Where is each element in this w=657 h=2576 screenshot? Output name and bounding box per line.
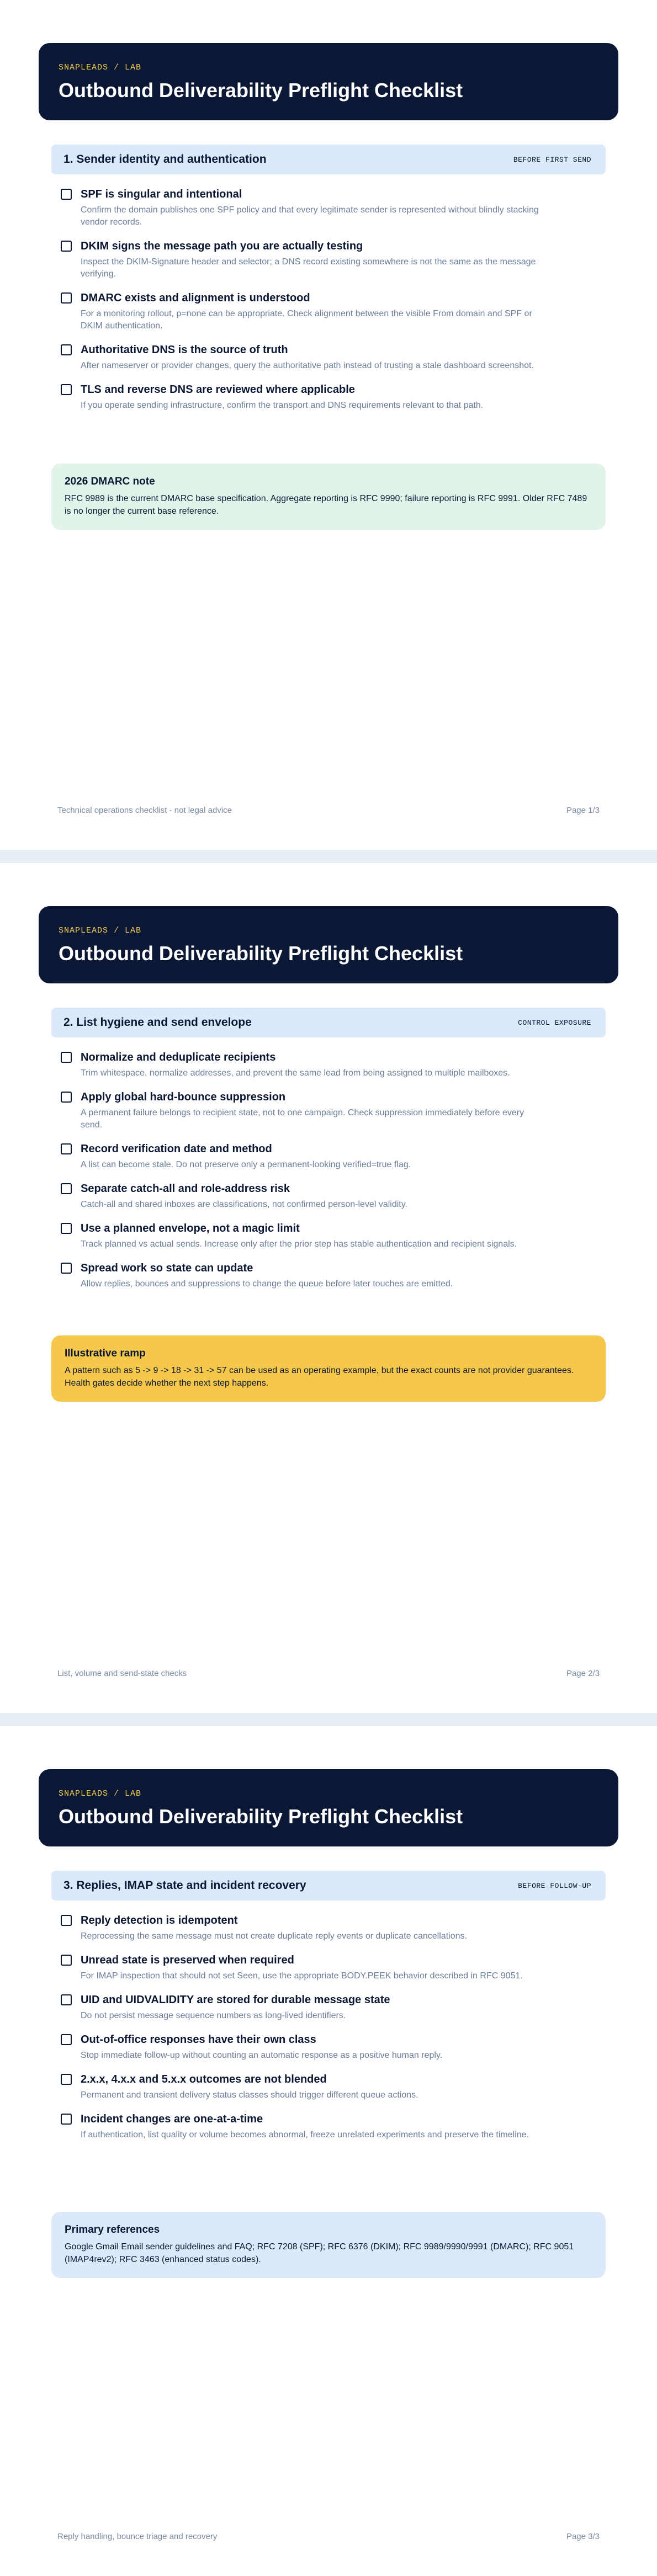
page-header — [39, 1769, 618, 1846]
page-number: Page 3/3 — [566, 2532, 600, 2541]
note-box — [51, 1335, 606, 1402]
page-number: Page 1/3 — [566, 806, 600, 815]
item-title: Unread state is preserved when required — [81, 1954, 294, 1966]
item-title: TLS and reverse DNS are reviewed where applicable — [81, 384, 355, 396]
item-title: Incident changes are one-at-a-time — [81, 2113, 263, 2125]
item-title: Spread work so state can update — [81, 1262, 253, 1274]
item-description: Trim whitespace, normalize addresses, and prevent the same lead from being assigned to multiple mailboxes. — [81, 1068, 510, 1078]
note-text: A pattern such as 5 -> 9 -> 18 -> 31 -> 57 can be used as an operating example, but the exact counts are not provider guarantees. Health gates decide whether the next step happens. — [65, 1366, 574, 1388]
item-title: Authoritative DNS is the source of truth — [81, 344, 288, 356]
item-title: DMARC exists and alignment is understood — [81, 292, 310, 304]
page-footer — [57, 806, 600, 815]
section-title: 3. Replies, IMAP state and incident recovery — [63, 1879, 306, 1892]
page-title: Outbound Deliverability Preflight Checklist — [59, 1805, 463, 1828]
item-title: Use a planned envelope, not a magic limit — [81, 1222, 300, 1234]
checklist-item — [61, 291, 547, 332]
item-description: Reprocessing the same message must not create duplicate reply events or duplicate cancellations. — [81, 1931, 467, 1941]
checklist-item — [61, 1182, 547, 1211]
footer-caption: Technical operations checklist - not legal advice — [57, 806, 232, 815]
item-title: Reply detection is idempotent — [81, 1914, 238, 1926]
checkbox[interactable] — [61, 1183, 72, 1194]
checklist-item — [61, 188, 547, 228]
page-3 — [0, 1726, 657, 2576]
checklist-item — [61, 1222, 547, 1250]
section-tag: BEFORE FOLLOW-UP — [518, 1881, 591, 1890]
item-title: DKIM signs the message path you are actually testing — [81, 240, 363, 252]
brand-label: SNAPLEADS / LAB — [59, 63, 142, 72]
item-title: Separate catch-all and role-address risk — [81, 1183, 290, 1195]
item-description: Stop immediate follow-up without counting an automatic response as a positive human reply. — [81, 2051, 443, 2060]
item-description: After nameserver or provider changes, query the authoritative path instead of trusting a stale dashboard screenshot. — [81, 361, 534, 370]
item-title: UID and UIDVALIDITY are stored for durable message state — [81, 1994, 390, 2006]
note-title: Illustrative ramp — [65, 1348, 146, 1359]
checklist — [61, 1914, 547, 2152]
checkbox[interactable] — [61, 344, 72, 355]
item-description: Confirm the domain publishes one SPF policy and that every legitimate sender is represented without blindly stacking vendor records. — [81, 205, 539, 227]
checklist-item — [61, 1090, 547, 1131]
item-title: Record verification date and method — [81, 1143, 272, 1155]
item-description: A list can become stale. Do not preserve only a permanent-looking verified=true flag. — [81, 1160, 411, 1169]
checkbox[interactable] — [61, 2114, 72, 2125]
footer-caption: List, volume and send-state checks — [57, 1669, 187, 1678]
checklist — [61, 188, 547, 423]
item-title: Normalize and deduplicate recipients — [81, 1051, 276, 1063]
page-2 — [0, 863, 657, 1713]
item-description: Allow replies, bounces and suppressions to change the queue before later touches are emitted. — [81, 1279, 453, 1289]
checkbox[interactable] — [61, 292, 72, 304]
checklist-item — [61, 2033, 547, 2062]
footer-caption: Reply handling, bounce triage and recovery — [57, 2532, 218, 2541]
note-title: Primary references — [65, 2224, 160, 2236]
checklist-item — [61, 239, 547, 280]
page-footer — [57, 2532, 600, 2541]
item-description: Inspect the DKIM-Signature header and selector; a DNS record existing somewhere is not the same as the message verifying. — [81, 257, 536, 279]
checklist-item — [61, 343, 547, 372]
checkbox[interactable] — [61, 2034, 72, 2045]
section-tag: BEFORE FIRST SEND — [513, 155, 591, 164]
checkbox[interactable] — [61, 1223, 72, 1234]
note-box — [51, 464, 606, 530]
section-tag: CONTROL EXPOSURE — [518, 1018, 591, 1027]
section-heading — [51, 1008, 606, 1037]
checklist-item — [61, 383, 547, 412]
note-title: 2026 DMARC note — [65, 476, 155, 487]
page-header — [39, 906, 618, 983]
item-description: If authentication, list quality or volume becomes abnormal, freeze unrelated experiments and preserve the timeline. — [81, 2130, 529, 2139]
item-description: Do not persist message sequence numbers as long-lived identifiers. — [81, 2011, 346, 2020]
item-title: SPF is singular and intentional — [81, 188, 242, 200]
checkbox[interactable] — [61, 189, 72, 200]
section-title: 2. List hygiene and send envelope — [63, 1016, 252, 1029]
note-text: Google Gmail Email sender guidelines and FAQ; RFC 7208 (SPF); RFC 6376 (DKIM); RFC 9989/9990/9991 (DMARC); RFC 9051 (IMAP4rev2); RFC 3463 (enhanced status codes). — [65, 2242, 574, 2264]
item-title: 2.x.x, 4.x.x and 5.x.x outcomes are not blended — [81, 2073, 327, 2085]
note-box — [51, 2212, 606, 2278]
item-description: Permanent and transient delivery status classes should trigger different queue actions. — [81, 2090, 418, 2100]
checklist-item — [61, 1142, 547, 1171]
page-title: Outbound Deliverability Preflight Checklist — [59, 942, 463, 965]
checklist-item — [61, 1954, 547, 1982]
page-gap — [0, 1713, 657, 1726]
item-title: Apply global hard-bounce suppression — [81, 1091, 286, 1103]
page-gap — [0, 850, 657, 863]
checklist-item — [61, 2073, 547, 2101]
item-title: Out-of-office responses have their own class — [81, 2034, 316, 2046]
section-title: 1. Sender identity and authentication — [63, 153, 267, 166]
checkbox[interactable] — [61, 241, 72, 252]
page-number: Page 2/3 — [566, 1669, 600, 1678]
item-description: A permanent failure belongs to recipient state, not to one campaign. Check suppression immediately before every send. — [81, 1108, 524, 1130]
brand-label: SNAPLEADS / LAB — [59, 926, 142, 935]
item-description: For IMAP inspection that should not set Seen, use the appropriate BODY.PEEK behavior described in RFC 9051. — [81, 1971, 523, 1981]
page-title: Outbound Deliverability Preflight Checklist — [59, 79, 463, 102]
item-description: For a monitoring rollout, p=none can be appropriate. Check alignment between the visible From domain and SPF or DKIM authentication. — [81, 309, 532, 331]
note-text: RFC 9989 is the current DMARC base specification. Aggregate reporting is RFC 9990; failure reporting is RFC 9991. Older RFC 7489 is no longer the current base reference. — [65, 494, 587, 516]
checkbox[interactable] — [61, 1263, 72, 1274]
section-heading — [51, 1871, 606, 1901]
checklist-item — [61, 1051, 547, 1079]
section-heading — [51, 145, 606, 174]
checkbox[interactable] — [61, 1052, 72, 1063]
page-header — [39, 43, 618, 120]
brand-label: SNAPLEADS / LAB — [59, 1789, 142, 1798]
checkbox[interactable] — [61, 2074, 72, 2085]
item-description: Track planned vs actual sends. Increase only after the prior step has stable authentication and recipient signals. — [81, 1239, 517, 1249]
checklist-item — [61, 2112, 547, 2141]
checkbox[interactable] — [61, 1994, 72, 2005]
checkbox[interactable] — [61, 1143, 72, 1154]
checkbox[interactable] — [61, 1915, 72, 1926]
item-description: If you operate sending infrastructure, confirm the transport and DNS requirements relevant to that path. — [81, 401, 484, 410]
checklist-item — [61, 1993, 547, 2022]
checklist-item — [61, 1914, 547, 1942]
checkbox[interactable] — [61, 384, 72, 395]
checklist — [61, 1051, 547, 1301]
item-description: Catch-all and shared inboxes are classifications, not confirmed person-level validity. — [81, 1200, 407, 1209]
checklist-item — [61, 1262, 547, 1290]
checkbox[interactable] — [61, 1955, 72, 1966]
page-footer — [57, 1669, 600, 1678]
checkbox[interactable] — [61, 1092, 72, 1103]
page-1 — [0, 0, 657, 850]
